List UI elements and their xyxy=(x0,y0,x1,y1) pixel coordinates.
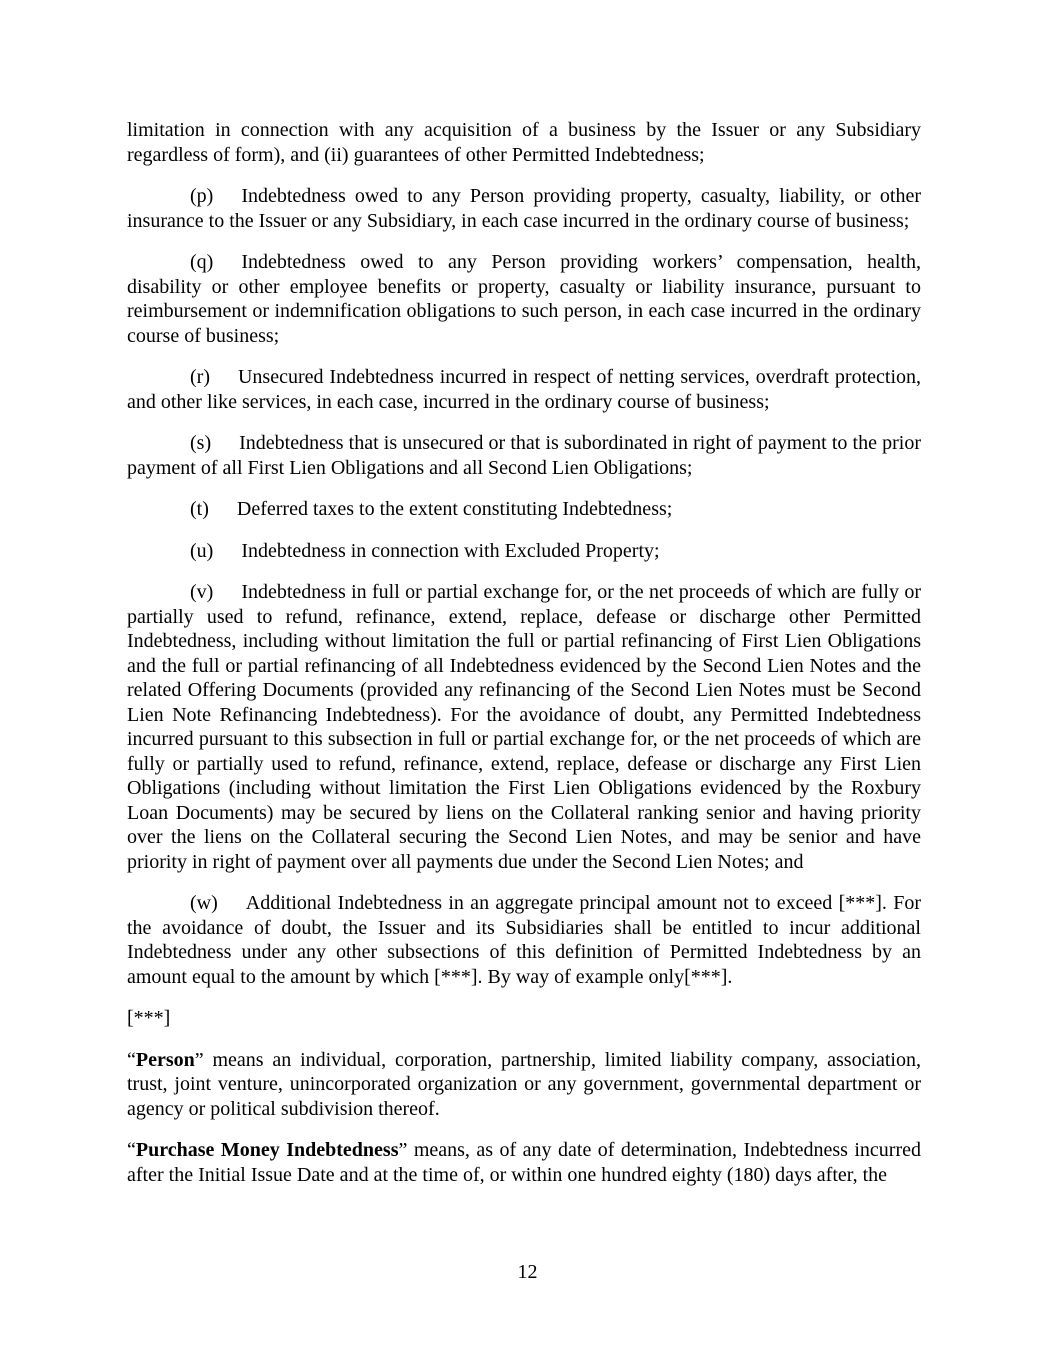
clause-text: Additional Indebtedness in an aggregate principal amount not to exceed [***]. For the avoidance of doubt, the Issuer and its Subsidiaries shall be entitled to incur additional Indebtedness under any other subsections of this definition of Permitted Indebtedness by an amount equal to the amount by which [***]. By way of example only[***]. xyxy=(127,892,921,988)
clause-v xyxy=(127,580,921,874)
clause-label: (t) xyxy=(190,498,209,520)
clause-label: (u) xyxy=(190,539,214,562)
clause-label: (w) xyxy=(190,892,218,914)
redaction-marker: [***] xyxy=(127,1007,171,1029)
clause-label: (p) xyxy=(190,185,214,207)
clause-label: (r) xyxy=(190,366,210,388)
clause-text: Indebtedness in full or partial exchange for, or the net proceeds of which are fully or partially used to refund, refinance, extend, replace, defease or discharge other Permitted Indebtedness, including without limitation the full or partial refinancing of First Lien Obligations and the full or partial refinancing of all Indebtedness evidenced by the Second Lien Notes and the related Offering Documents (provided any refinancing of the Second Lien Notes must be Second Lien Note Refinancing Indebtedness). For the avoidance of doubt, any Permitted Indebtedness incurred pursuant to this subsection in full or partial exchange for, or the net proceeds of which are fully or partially used to refund, refinance, extend, replace, defease or discharge any First Lien Obligations (including without limitation the First Lien Obligations evidenced by the Roxbury Loan Documents) may be secured by liens on the Collateral ranking senior and having priority over the liens on the Collateral securing the Second Lien Notes, and may be senior and have priority in right of payment over all payments due under the Second Lien Notes; and xyxy=(127,581,921,873)
clause-text: Unsecured Indebtedness incurred in respect of netting services, overdraft protection, and other like services, in each case, incurred in the ordinary course of business; xyxy=(127,366,921,413)
clause-w xyxy=(127,891,921,989)
definition-purchase-money xyxy=(127,1138,921,1187)
open-quote: “ xyxy=(127,1048,136,1071)
paragraph-continuation: limitation in connection with any acquisition of a business by the Issuer or any Subsidiary regardless of form), and (ii) guarantees of other Permitted Indebtedness; xyxy=(127,119,921,166)
clause-u xyxy=(127,539,921,564)
defined-term: Purchase Money Indebtedness xyxy=(135,1139,399,1161)
clause-p xyxy=(127,184,921,233)
clause-label: (s) xyxy=(190,432,212,454)
document-body xyxy=(127,118,921,1204)
page-number: 12 xyxy=(517,1261,538,1283)
definition-person xyxy=(127,1048,921,1122)
definition-text: ” means, as of any date of determination, Indebtedness incurred after the Initial Issue Date and at the time of, or within one hundred eighty (180) days after, the xyxy=(127,1139,921,1186)
defined-term: Person xyxy=(135,1048,195,1071)
definition-text: ” means an individual, corporation, partnership, limited liability company, association, trust, joint venture, unincorporated organization or any government, governmental department or agency or political subdivision thereof. xyxy=(127,1048,921,1120)
clause-r xyxy=(127,365,921,414)
clause-text: Indebtedness owed to any Person providing property, casualty, liability, or other insurance to the Issuer or any Subsidiary, in each case incurred in the ordinary course of business; xyxy=(127,185,921,232)
clause-t xyxy=(127,497,921,522)
clause-text: Indebtedness in connection with Excluded Property; xyxy=(241,539,660,562)
clause-label: (v) xyxy=(190,581,214,603)
clause-q xyxy=(127,250,921,348)
clause-s xyxy=(127,431,921,480)
open-quote: “ xyxy=(127,1139,136,1161)
clause-text: Deferred taxes to the extent constituting Indebtedness; xyxy=(236,498,673,520)
clause-text: Indebtedness that is unsecured or that is subordinated in right of payment to the prior payment of all First Lien Obligations and all Second Lien Obligations; xyxy=(127,432,921,479)
clause-label: (q) xyxy=(190,251,214,273)
clause-text: Indebtedness owed to any Person providing workers’ compensation, health, disability or other employee benefits or property, casualty or liability insurance, pursuant to reimbursement or indemnification obligations to such person, in each case incurred in the ordinary course of business; xyxy=(127,251,921,347)
